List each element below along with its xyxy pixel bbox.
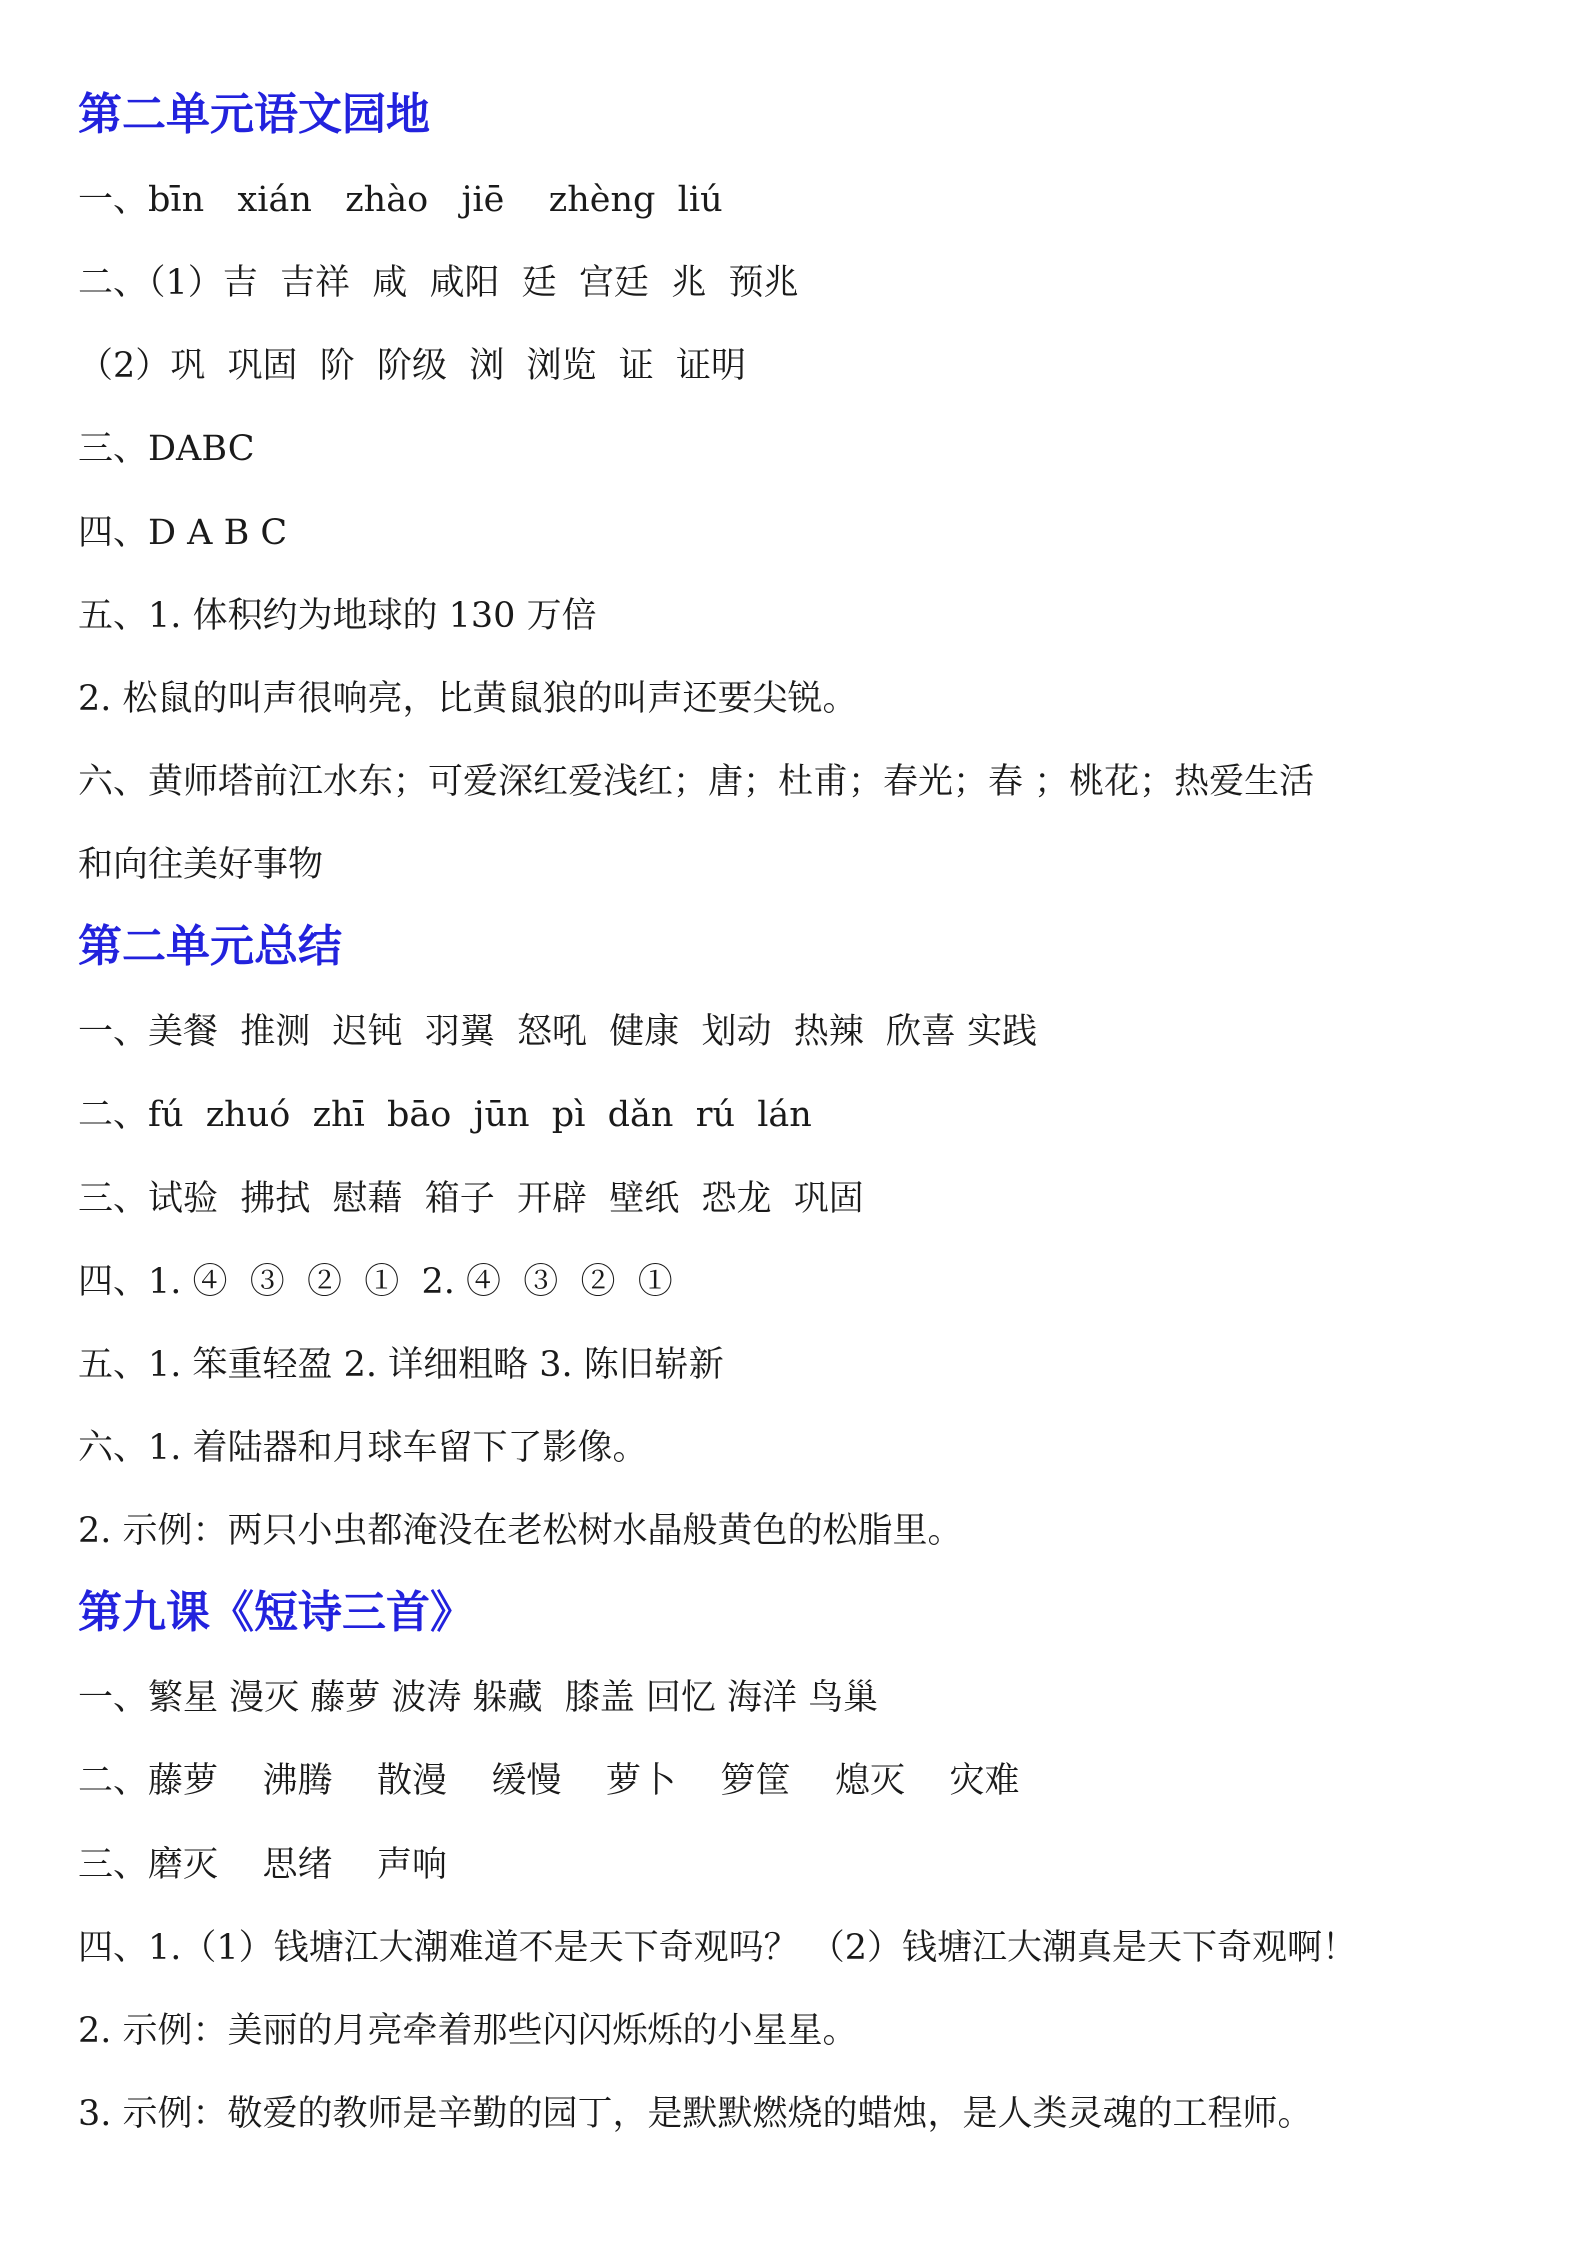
answer-line: 四、D A B C [78, 513, 288, 553]
answer-line: 五、1. 笨重轻盈 2. 详细粗略 3. 陈旧崭新 [78, 1345, 724, 1385]
answer-line: 二、fú zhuó zhī bāo jūn pì dǎn rú lán [78, 1095, 812, 1135]
answer-line: （2）巩 巩固 阶 阶级 浏 浏览 证 证明 [78, 346, 747, 386]
answer-line: 三、试验 拂拭 慰藉 箱子 开辟 壁纸 恐龙 巩固 [78, 1179, 864, 1219]
section-heading-1: 第二单元语文园地 [78, 89, 430, 140]
answer-line: 三、磨灭 思绪 声响 [78, 1845, 448, 1885]
answer-line: 六、1. 着陆器和月球车留下了影像。 [78, 1428, 648, 1468]
answer-line: 六、黄师塔前江水东；可爱深红爱浅红；唐；杜甫；春光；春 ；桃花；热爱生活 [78, 762, 1315, 802]
answer-line: 三、DABC [78, 429, 255, 469]
answer-line: 2. 松鼠的叫声很响亮，比黄鼠狼的叫声还要尖锐。 [78, 679, 858, 719]
answer-line: 四、1. ④ ③ ② ① 2. ④ ③ ② ① [78, 1262, 673, 1302]
answer-line: 一、bīn xián zhào jiē zhèng liú [78, 180, 723, 220]
answer-line: 2. 示例：美丽的月亮牵着那些闪闪烁烁的小星星。 [78, 2011, 858, 2051]
section-heading-2: 第二单元总结 [78, 921, 342, 972]
answer-line: 和向往美好事物 [78, 845, 324, 885]
answer-line: 一、美餐 推测 迟钝 羽翼 怒吼 健康 划动 热辣 欣喜 实践 [78, 1012, 1038, 1052]
answer-line: 二、（1）吉 吉祥 咸 咸阳 廷 宫廷 兆 预兆 [78, 263, 799, 303]
answer-line: 一、繁星 漫灭 藤萝 波涛 躲藏 膝盖 回忆 海洋 鸟巢 [78, 1678, 879, 1718]
answer-line: 3. 示例：敬爱的教师是辛勤的园丁，是默默燃烧的蜡烛，是人类灵魂的工程师。 [78, 2094, 1313, 2134]
answer-line: 五、1. 体积约为地球的 130 万倍 [78, 596, 597, 636]
answer-line: 二、藤萝 沸腾 散漫 缓慢 萝卜 箩筐 熄灭 灾难 [78, 1761, 1020, 1801]
section-heading-3: 第九课《短诗三首》 [78, 1587, 474, 1638]
answer-line: 2. 示例：两只小虫都淹没在老松树水晶般黄色的松脂里。 [78, 1511, 963, 1551]
answer-line: 四、1.（1）钱塘江大潮难道不是天下奇观吗？ （2）钱塘江大潮真是天下奇观啊！ [78, 1928, 1358, 1968]
